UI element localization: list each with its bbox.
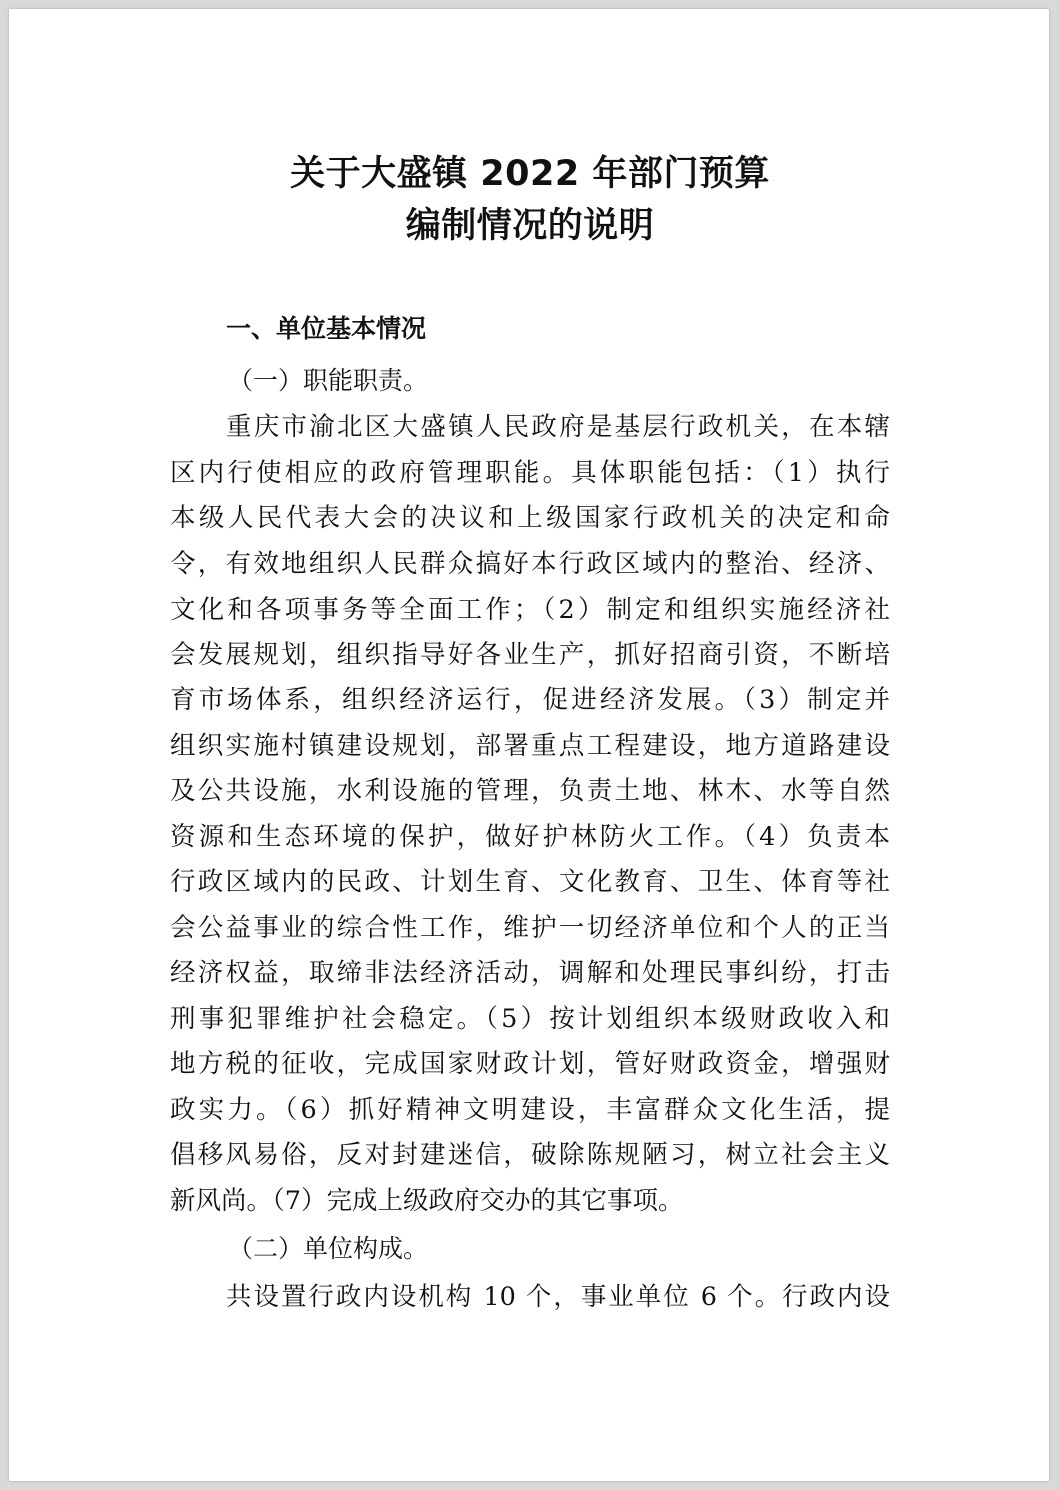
paragraph-line: 令，有效地组织人民群众搞好本行政区域内的整治、经济、 [170,549,890,579]
paragraph-line: 资源和生态环境的保护，做好护林防火工作。（4）负责本 [170,822,890,852]
paragraph-line: 倡移风易俗，反对封建迷信，破除陈规陋习，树立社会主义 [170,1140,890,1170]
paragraph-line: 育市场体系，组织经济运行，促进经济发展。（3）制定并 [170,685,890,715]
section-heading-basic-info: 一、单位基本情况 [226,314,427,343]
document-title-line-2: 编制情况的说明 [405,206,655,246]
paragraph-line: 经济权益，取缔非法经济活动，调解和处理民事纠纷，打击 [170,958,890,988]
subsection-heading-composition: （二）单位构成。 [228,1234,429,1263]
paragraph-line: 区内行使相应的政府管理职能。具体职能包括：（1）执行 [170,458,890,488]
paragraph-line: 刑事犯罪维护社会稳定。（5）按计划组织本级财政收入和 [170,1004,890,1034]
subsection-heading-functions: （一）职能职责。 [228,366,429,395]
paragraph-line: 政实力。（6）抓好精神文明建设，丰富群众文化生活，提 [170,1095,890,1125]
paragraph-line: 本级人民代表大会的决议和上级国家行政机关的决定和命 [170,503,890,533]
paragraph-line: 会公益事业的综合性工作，维护一切经济单位和个人的正当 [170,913,890,943]
paragraph-line: 行政区域内的民政、计划生育、文化教育、卫生、体育等社 [170,867,890,897]
paragraph-line: 共设置行政内设机构 10 个，事业单位 6 个。行政内设 [226,1282,890,1312]
paragraph-line: 地方税的征收，完成国家财政计划，管好财政资金，增强财 [170,1049,890,1079]
paragraph-line: 及公共设施，水利设施的管理，负责土地、林木、水等自然 [170,776,890,806]
paragraph-line: 组织实施村镇建设规划，部署重点工程建设，地方道路建设 [170,731,890,761]
paragraph-line: 文化和各项事务等全面工作；（2）制定和组织实施经济社 [170,595,890,625]
paragraph-line: 重庆市渝北区大盛镇人民政府是基层行政机关，在本辖 [226,412,890,442]
document-title-line-1: 关于大盛镇 2022 年部门预算 [290,154,770,194]
paragraph-line: 会发展规划，组织指导好各业生产，抓好招商引资，不断培 [170,640,890,670]
paragraph-line: 新风尚。（7）完成上级政府交办的其它事项。 [170,1186,684,1216]
